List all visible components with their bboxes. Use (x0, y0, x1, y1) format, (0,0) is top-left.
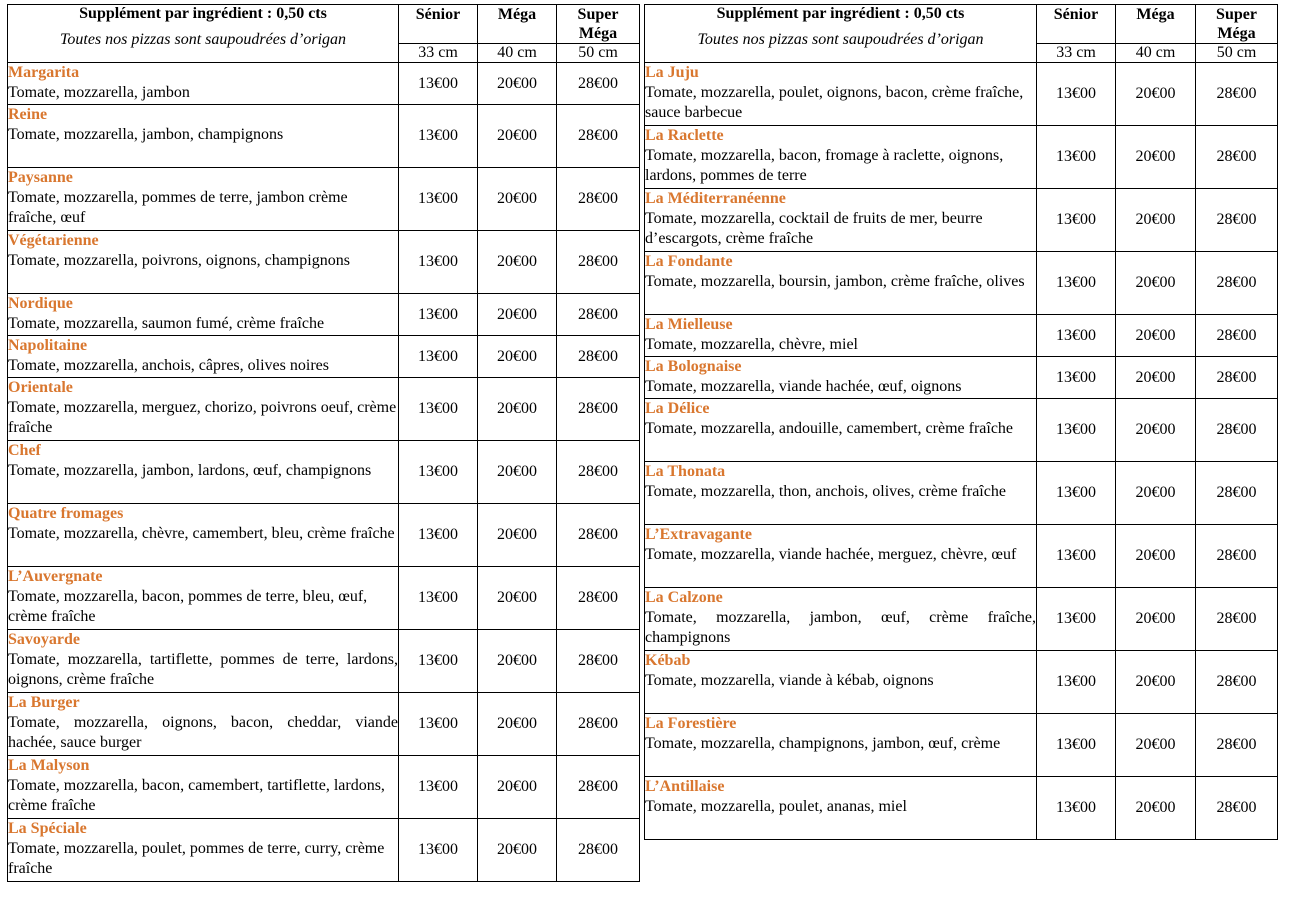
pizza-name: Nordique (8, 295, 73, 312)
price-senior: 13€00 (1037, 126, 1116, 189)
price-super-mega: 28€00 (1196, 525, 1278, 588)
price-mega: 20€00 (478, 756, 557, 819)
size-cm-mega: 40 cm (478, 44, 557, 63)
supplement-header (645, 5, 1037, 63)
pizza-name: La Malyson (8, 757, 90, 774)
price-mega: 20€00 (478, 819, 557, 882)
price-senior: 13€00 (399, 441, 478, 504)
price-senior: 13€00 (1037, 462, 1116, 525)
price-senior: 13€00 (1037, 525, 1116, 588)
pizza-desc: Tomate, mozzarella, oignons, bacon, cheddar, viande hachée, sauce burger (8, 714, 398, 751)
price-senior: 13€00 (1037, 777, 1116, 840)
supplement-header (8, 5, 399, 63)
pizza-name: La Spéciale (8, 820, 87, 837)
pizza-row-margarita (8, 63, 640, 105)
price-mega: 20€00 (478, 441, 557, 504)
pizza-row-reine (8, 105, 640, 168)
pizza-row-la-burger (8, 693, 640, 756)
price-mega: 20€00 (478, 63, 557, 105)
price-super-mega: 28€00 (557, 378, 640, 441)
price-super-mega: 28€00 (1196, 252, 1278, 315)
price-super-mega: 28€00 (1196, 315, 1278, 357)
pizza-desc: Tomate, mozzarella, poulet, ananas, miel (645, 798, 907, 815)
price-super-mega: 28€00 (1196, 399, 1278, 462)
price-mega: 20€00 (1116, 357, 1196, 399)
pizza-desc: Tomate, mozzarella, chèvre, miel (645, 336, 858, 353)
pizza-name: La Fondante (645, 253, 733, 270)
pizza-row-quatre-fromages (8, 504, 640, 567)
price-senior: 13€00 (399, 294, 478, 336)
price-mega: 20€00 (478, 378, 557, 441)
price-mega: 20€00 (1116, 777, 1196, 840)
price-mega: 20€00 (1116, 714, 1196, 777)
pizza-name: La Mielleuse (645, 316, 733, 333)
pizza-row-savoyarde (8, 630, 640, 693)
pizza-name: La Raclette (645, 127, 724, 144)
price-mega: 20€00 (478, 336, 557, 378)
price-senior: 13€00 (1037, 399, 1116, 462)
price-super-mega: 28€00 (557, 567, 640, 630)
size-header-mega: Méga (1116, 5, 1196, 44)
price-senior: 13€00 (399, 756, 478, 819)
price-senior: 13€00 (399, 630, 478, 693)
supplement-text: Supplément par ingrédient : 0,50 cts (79, 5, 327, 22)
price-super-mega: 28€00 (557, 504, 640, 567)
size-cm-mega: 40 cm (1116, 44, 1196, 63)
pizza-desc: Tomate, mozzarella, bacon, pommes de terre, bleu, œuf, crème fraîche (8, 588, 368, 625)
pizza-name: Végétarienne (8, 232, 99, 249)
pizza-name: Quatre fromages (8, 505, 124, 522)
pizza-name: Paysanne (8, 169, 73, 186)
price-super-mega: 28€00 (557, 441, 640, 504)
price-mega: 20€00 (1116, 252, 1196, 315)
pizza-row-la-thonata (645, 462, 1278, 525)
pizza-row-vegetarienne (8, 231, 640, 294)
pizza-name: L’Antillaise (645, 778, 725, 795)
pizza-row-nordique (8, 294, 640, 336)
pizza-name: La Bolognaise (645, 358, 742, 375)
price-super-mega: 28€00 (557, 630, 640, 693)
price-senior: 13€00 (1037, 252, 1116, 315)
price-super-mega: 28€00 (1196, 126, 1278, 189)
price-mega: 20€00 (478, 630, 557, 693)
price-mega: 20€00 (1116, 462, 1196, 525)
pizza-row-la-speciale (8, 819, 640, 882)
pizza-row-la-forestiere (645, 714, 1278, 777)
size-header-senior: Sénior (1037, 5, 1116, 44)
pizza-row-la-delice (645, 399, 1278, 462)
price-super-mega: 28€00 (1196, 714, 1278, 777)
pizza-desc: Tomate, mozzarella, viande hachée, œuf, oignons (645, 378, 962, 395)
pizza-row-la-calzone (645, 588, 1278, 651)
price-super-mega: 28€00 (1196, 357, 1278, 399)
oregano-note: Toutes nos pizzas sont saupoudrées d’origan (697, 31, 984, 48)
pizza-row-orientale (8, 378, 640, 441)
pizza-menu-right (644, 4, 1278, 840)
price-mega: 20€00 (478, 693, 557, 756)
price-senior: 13€00 (399, 567, 478, 630)
size-header-senior: Sénior (399, 5, 478, 44)
price-mega: 20€00 (1116, 63, 1196, 126)
pizza-name: La Forestière (645, 715, 737, 732)
pizza-name: Reine (8, 106, 48, 123)
price-super-mega: 28€00 (557, 819, 640, 882)
price-super-mega: 28€00 (1196, 189, 1278, 252)
price-super-mega: 28€00 (557, 168, 640, 231)
price-mega: 20€00 (1116, 189, 1196, 252)
pizza-name: La Calzone (645, 589, 723, 606)
pizza-desc: Tomate, mozzarella, jambon, œuf, crème fraîche, champignons (645, 609, 1036, 646)
pizza-desc: Tomate, mozzarella, chèvre, camembert, bleu, crème fraîche (8, 525, 395, 542)
pizza-row-napolitaine (8, 336, 640, 378)
pizza-name: Orientale (8, 379, 73, 396)
price-mega: 20€00 (478, 567, 557, 630)
pizza-name: La Méditerranéenne (645, 190, 786, 207)
pizza-desc: Tomate, mozzarella, tartiflette, pommes de terre, lardons, oignons, crème fraîche (8, 651, 398, 688)
pizza-desc: Tomate, mozzarella, viande à kébab, oignons (645, 672, 934, 689)
price-senior: 13€00 (399, 378, 478, 441)
pizza-desc: Tomate, mozzarella, jambon, lardons, œuf, champignons (8, 462, 372, 479)
pizza-row-auvergnate (8, 567, 640, 630)
pizza-name: Napolitaine (8, 337, 88, 354)
pizza-row-la-juju (645, 63, 1278, 126)
pizza-row-la-malyson (8, 756, 640, 819)
pizza-row-extravagante (645, 525, 1278, 588)
pizza-row-kebab (645, 651, 1278, 714)
pizza-name: La Burger (8, 694, 80, 711)
price-mega: 20€00 (1116, 399, 1196, 462)
price-senior: 13€00 (1037, 714, 1116, 777)
price-mega: 20€00 (478, 504, 557, 567)
size-header-mega: Méga (478, 5, 557, 44)
pizza-desc: Tomate, mozzarella, bacon, fromage à raclette, oignons, lardons, pommes de terre (645, 147, 1004, 184)
size-cm-senior: 33 cm (1037, 44, 1116, 63)
pizza-name: La Juju (645, 64, 699, 81)
price-super-mega: 28€00 (557, 756, 640, 819)
supplement-text: Supplément par ingrédient : 0,50 cts (716, 5, 965, 22)
price-senior: 13€00 (1037, 63, 1116, 126)
price-senior: 13€00 (1037, 588, 1116, 651)
price-super-mega: 28€00 (557, 231, 640, 294)
price-mega: 20€00 (1116, 525, 1196, 588)
pizza-desc: Tomate, mozzarella, bacon, camembert, tartiflette, lardons, crème fraîche (8, 777, 385, 814)
price-senior: 13€00 (1037, 189, 1116, 252)
pizza-name: Margarita (8, 64, 80, 81)
price-mega: 20€00 (1116, 588, 1196, 651)
price-super-mega: 28€00 (557, 294, 640, 336)
pizza-name: La Délice (645, 400, 710, 417)
price-senior: 13€00 (399, 336, 478, 378)
price-mega: 20€00 (1116, 315, 1196, 357)
price-senior: 13€00 (1037, 315, 1116, 357)
pizza-desc: Tomate, mozzarella, champignons, jambon, œuf, crème (645, 735, 1001, 752)
pizza-desc: Tomate, mozzarella, viande hachée, merguez, chèvre, œuf (645, 546, 1017, 563)
price-super-mega: 28€00 (557, 693, 640, 756)
price-senior: 13€00 (399, 819, 478, 882)
price-senior: 13€00 (399, 105, 478, 168)
price-super-mega: 28€00 (1196, 588, 1278, 651)
pizza-row-chef (8, 441, 640, 504)
price-mega: 20€00 (478, 294, 557, 336)
pizza-row-paysanne (8, 168, 640, 231)
pizza-row-la-fondante (645, 252, 1278, 315)
pizza-desc: Tomate, mozzarella, poulet, pommes de terre, curry, crème fraîche (8, 840, 385, 877)
size-header-super-mega: Super Méga (557, 5, 640, 44)
pizza-name: Savoyarde (8, 631, 80, 648)
price-mega: 20€00 (1116, 126, 1196, 189)
pizza-row-la-raclette (645, 126, 1278, 189)
pizza-desc: Tomate, mozzarella, poivrons, oignons, champignons (8, 252, 350, 269)
price-senior: 13€00 (1037, 357, 1116, 399)
price-senior: 13€00 (399, 504, 478, 567)
pizza-desc: Tomate, mozzarella, andouille, camembert, crème fraîche (645, 420, 1014, 437)
price-super-mega: 28€00 (1196, 63, 1278, 126)
pizza-name: Chef (8, 442, 41, 459)
price-senior: 13€00 (1037, 651, 1116, 714)
pizza-row-antillaise (645, 777, 1278, 840)
pizza-desc: Tomate, mozzarella, pommes de terre, jambon crème fraîche, œuf (8, 189, 348, 226)
price-mega: 20€00 (478, 231, 557, 294)
pizza-desc: Tomate, mozzarella, anchois, câpres, olives noires (8, 357, 329, 374)
size-cm-super-mega: 50 cm (1196, 44, 1278, 63)
price-mega: 20€00 (1116, 651, 1196, 714)
price-super-mega: 28€00 (1196, 462, 1278, 525)
oregano-note: Toutes nos pizzas sont saupoudrées d’origan (59, 31, 347, 48)
price-mega: 20€00 (478, 105, 557, 168)
size-header-super-mega: Super Méga (1196, 5, 1278, 44)
size-cm-senior: 33 cm (399, 44, 478, 63)
pizza-row-la-bolognaise (645, 357, 1278, 399)
pizza-desc: Tomate, mozzarella, saumon fumé, crème fraîche (8, 315, 325, 332)
pizza-menu-left (7, 4, 640, 882)
pizza-row-la-mediterraneenne (645, 189, 1278, 252)
pizza-name: Kébab (645, 652, 691, 669)
price-senior: 13€00 (399, 231, 478, 294)
price-super-mega: 28€00 (1196, 777, 1278, 840)
price-senior: 13€00 (399, 168, 478, 231)
pizza-desc: Tomate, mozzarella, thon, anchois, olives, crème fraîche (645, 483, 1006, 500)
pizza-desc: Tomate, mozzarella, jambon (8, 84, 190, 101)
pizza-name: La Thonata (645, 463, 726, 480)
price-super-mega: 28€00 (557, 336, 640, 378)
pizza-name: L’Auvergnate (8, 568, 103, 585)
pizza-desc: Tomate, mozzarella, merguez, chorizo, poivrons oeuf, crème fraîche (8, 399, 397, 436)
pizza-row-la-mielleuse (645, 315, 1278, 357)
size-cm-super-mega: 50 cm (557, 44, 640, 63)
price-super-mega: 28€00 (557, 105, 640, 168)
pizza-desc: Tomate, mozzarella, poulet, oignons, bacon, crème fraîche, sauce barbecue (645, 84, 1024, 121)
pizza-desc: Tomate, mozzarella, boursin, jambon, crème fraîche, olives (645, 273, 1025, 290)
price-senior: 13€00 (399, 63, 478, 105)
price-super-mega: 28€00 (1196, 651, 1278, 714)
pizza-name: L’Extravagante (645, 526, 752, 543)
price-senior: 13€00 (399, 693, 478, 756)
price-super-mega: 28€00 (557, 63, 640, 105)
pizza-desc: Tomate, mozzarella, cocktail de fruits de mer, beurre d’escargots, crème fraîche (645, 210, 983, 247)
price-mega: 20€00 (478, 168, 557, 231)
pizza-desc: Tomate, mozzarella, jambon, champignons (8, 126, 284, 143)
